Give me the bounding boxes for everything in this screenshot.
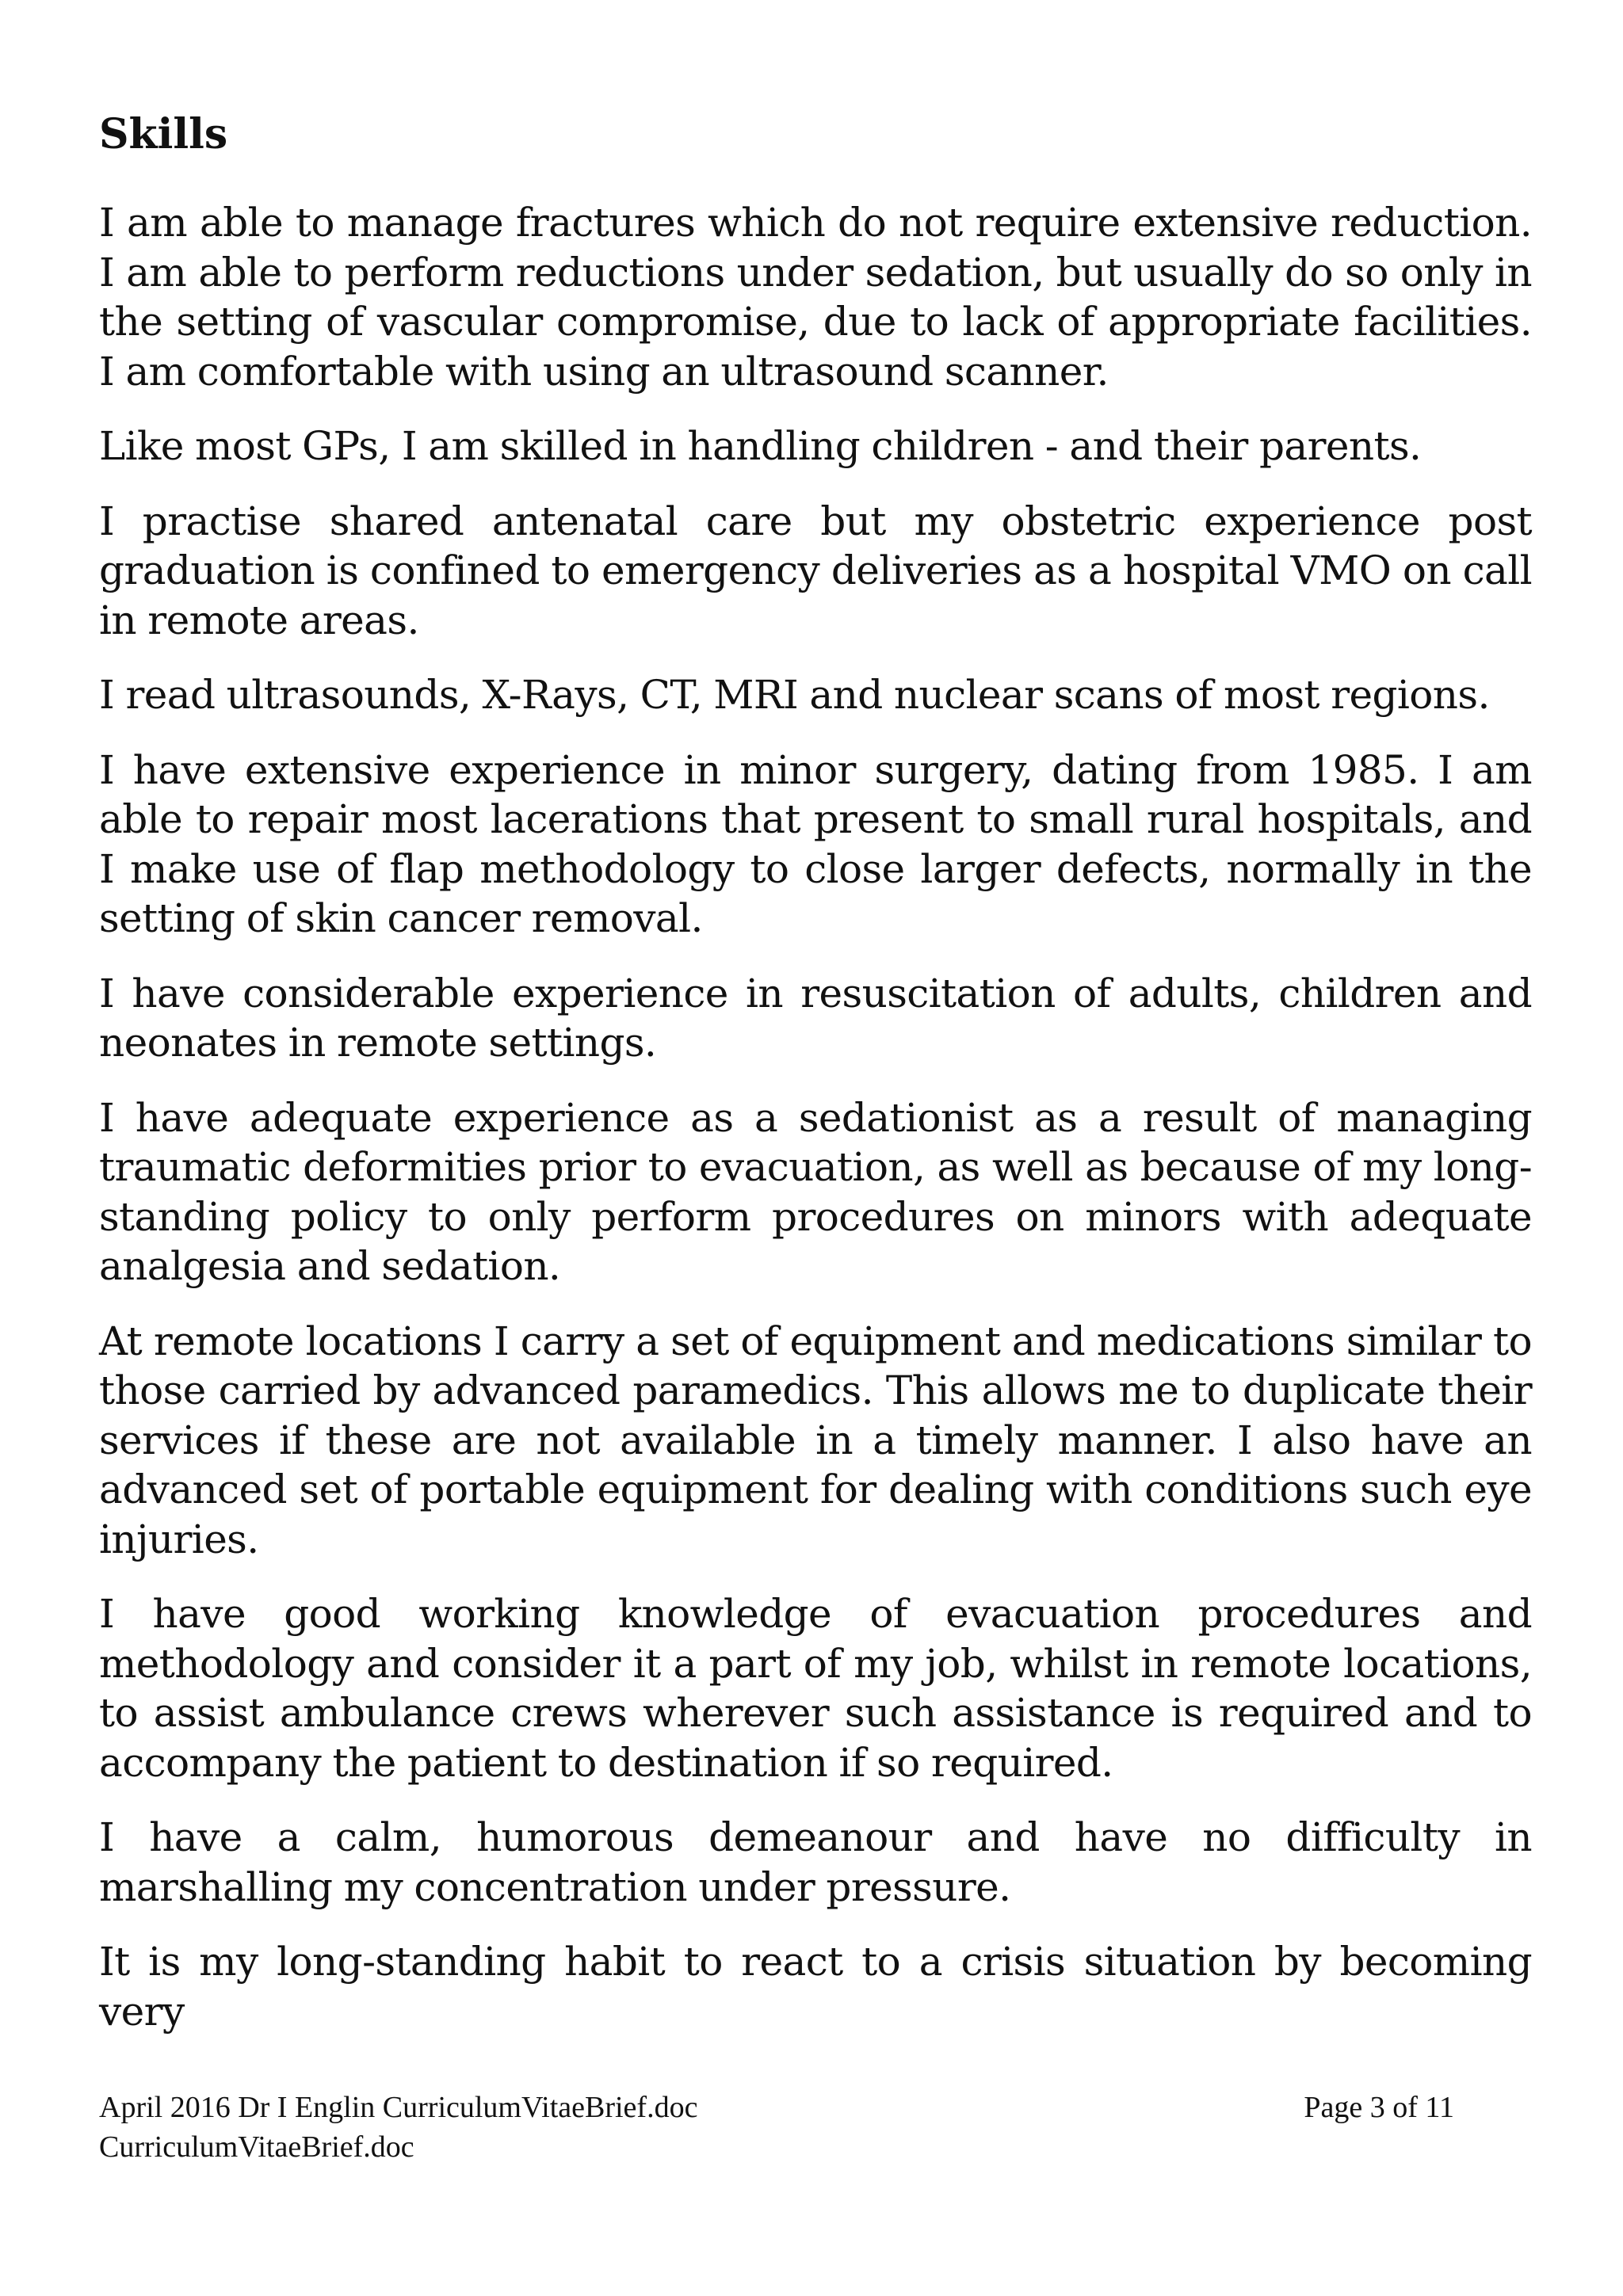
paragraph-resuscitation: I have considerable experience in resuscitation of adults, children and neonates in remote settings. bbox=[99, 970, 1532, 1066]
paragraph-demeanour: I have a calm, humorous demeanour and have no difficulty in marshalling my concentration under pressure. bbox=[99, 1814, 1532, 1910]
paragraph-imaging: I read ultrasounds, X-Rays, CT, MRI and nuclear scans of most regions. bbox=[99, 672, 1490, 718]
footer-page-number: Page 3 of 11 bbox=[1304, 2091, 1454, 2124]
paragraph-equipment: At remote locations I carry a set of equipment and medications similar to those carried by advanced paramedics. This allows me to duplicate their services if these are not available in a timely manner. I also have an advanced set of portable equipment for dealing with conditions such eye injuries. bbox=[99, 1318, 1532, 1562]
footer-filename: CurriculumVitaeBrief.doc bbox=[99, 2130, 414, 2164]
footer-row bbox=[99, 2088, 1454, 2127]
paragraph-evacuation: I have good working knowledge of evacuation procedures and methodology and consider it a part of my job, whilst in remote locations, to assist ambulance crews wherever such assistance is required and to accompany the patient to destination if so required. bbox=[99, 1591, 1532, 1786]
paragraph-fractures: I am able to manage fractures which do not require extensive reduction. I am able to perform reductions under sedation, but usually do so only in the setting of vascular compromise, due to lack of appropriate facilities. I am comfortable with using an ultrasound scanner. bbox=[99, 200, 1532, 395]
footer-document-info: April 2016 Dr I Englin CurriculumVitaeBrief.doc bbox=[99, 2091, 698, 2124]
paragraph-sedation: I have adequate experience as a sedationist as a result of managing traumatic deformities prior to evacuation, as well as because of my long-standing policy to only perform procedures on minors with adequate analgesia and sedation. bbox=[99, 1094, 1532, 1289]
page-content bbox=[99, 111, 1532, 2061]
section-heading-skills: Skills bbox=[99, 110, 228, 158]
page-footer bbox=[99, 2088, 1454, 2167]
paragraph-antenatal: I practise shared antenatal care but my obstetric experience post graduation is confined to emergency deliveries as a hospital VMO on call in remote areas. bbox=[99, 498, 1532, 643]
paragraph-children: Like most GPs, I am skilled in handling children - and their parents. bbox=[99, 423, 1422, 469]
paragraph-crisis: It is my long-standing habit to react to a crisis situation by becoming very bbox=[99, 1939, 1532, 2035]
paragraph-minor-surgery: I have extensive experience in minor surgery, dating from 1985. I am able to repair most lacerations that present to small rural hospitals, and I make use of flap methodology to close larger defects, normally in the setting of skin cancer removal. bbox=[99, 746, 1532, 941]
